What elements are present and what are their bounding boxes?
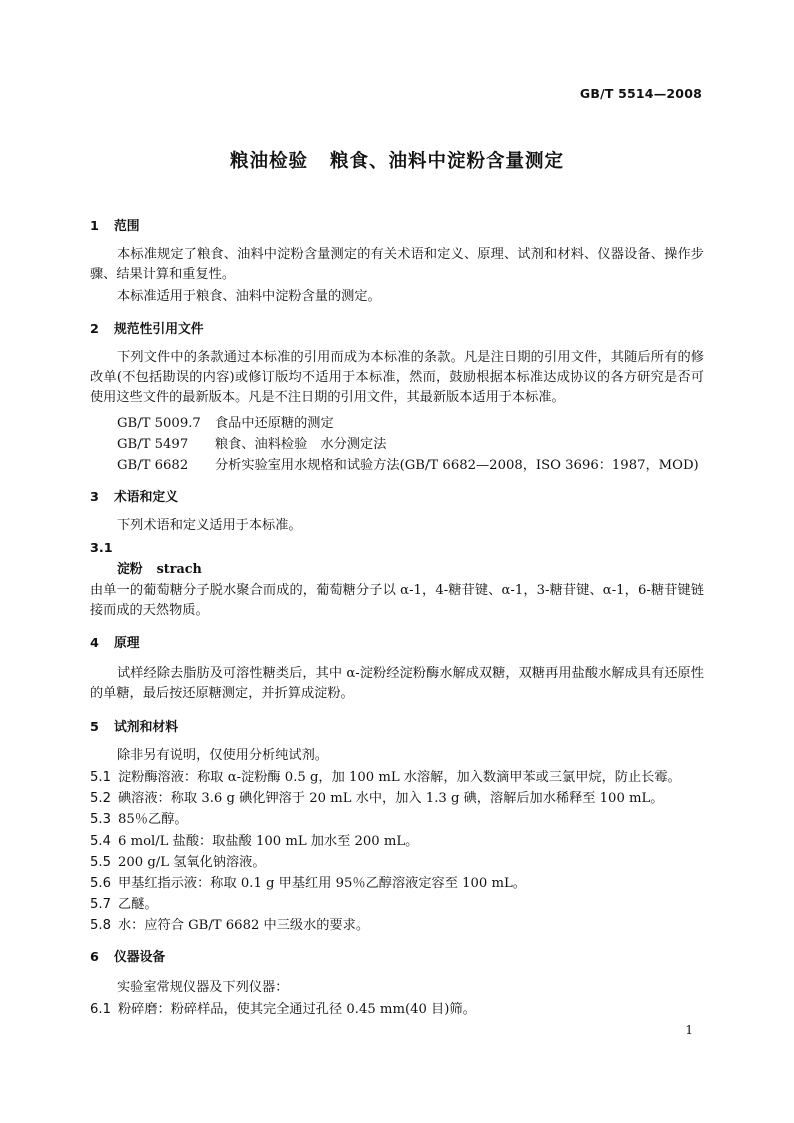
section-3-heading: 3 术语和定义 [90,490,178,505]
reagent-item: 5.5 200 g/L 氢氧化钠溶液。 [90,855,266,870]
term-definition: 由单一的葡萄糖分子脱水聚合而成的，葡萄糖分子以 α-1，4-糖苷键、α-1，3-糖苷键、α-1，6-糖苷键链接而成的天然物质。 [90,583,704,618]
reagent-item: 5.3 85％乙醇。 [90,812,188,827]
scope-paragraph-1: 本标准规定了粮食、油料中淀粉含量测定的有关术语和定义、原理、试剂和材料、仪器设备、操作步骤、结果计算和重复性。 [90,247,704,282]
standard-code: GB/T 5514—2008 [579,86,702,101]
reagent-item: 5.1 淀粉酶溶液：称取 α-淀粉酶 0.5 g，加 100 mL 水溶解，加入数滴甲苯或三氯甲烷，防止长霉。 [90,770,681,785]
reagent-item: 5.7 乙醚。 [90,897,158,912]
reference-item: GB/T 5009.7 食品中还原糖的测定 [117,416,334,431]
reagent-item: 5.6 甲基红指示液：称取 0.1 g 甲基红用 95％乙醇溶液定容至 100 mL。 [90,876,526,891]
subsection-number: 3.1 [90,541,113,556]
reagent-item: 5.4 6 mol/L 盐酸：取盐酸 100 mL 加水至 200 mL。 [90,834,419,849]
section-4-heading: 4 原理 [90,636,140,651]
apparatus-item: 6.1 粉碎磨：粉碎样品，使其完全通过孔径 0.45 mm(40 目)筛。 [90,1002,476,1017]
section-6-heading: 6 仪器设备 [90,950,166,965]
title-part-1: 粮油检验 [229,151,308,172]
reagent-item: 5.2 碘溶液：称取 3.6 g 碘化钾溶于 20 mL 水中，加入 1.3 g 碘，溶解后加水稀释至 100 mL。 [90,791,664,806]
section-5-heading: 5 试剂和材料 [90,720,178,735]
page-number: 1 [685,1023,693,1037]
principle-paragraph: 试样经除去脂肪及可溶性糖类后，其中 α-淀粉经淀粉酶水解成双糖，双糖再用盐酸水解成具有还原性的单糖，最后按还原糖测定，并折算成淀粉。 [90,666,704,701]
reference-item: GB/T 6682 分析实验室用水规格和试验方法(GB/T 6682—2008，ISO 3696：1987，MOD) [117,458,699,473]
section-2-heading: 2 规范性引用文件 [90,322,204,337]
reagent-item: 5.8 水：应符合 GB/T 6682 中三级水的要求。 [90,918,370,933]
term-entry: 淀粉 strach [117,562,202,577]
apparatus-paragraph: 实验室常规仪器及下列仪器： [117,980,289,995]
reagents-paragraph: 除非另有说明，仅使用分析纯试剂。 [117,748,328,763]
document-title [0,152,794,172]
scope-paragraph-2: 本标准适用于粮食、油料中淀粉含量的测定。 [117,289,381,304]
terms-paragraph: 下列术语和定义适用于本标准。 [117,518,302,533]
normative-paragraph: 下列文件中的条款通过本标准的引用而成为本标准的条款。凡是注日期的引用文件，其随后所有的修改单(不包括勘误的内容)或修订版均不适用于本标准，然而，鼓励根据本标准达成协议的各方研究是否可使用这些文件的最新版本。凡是不注日期的引用文件，其最新版本适用于本标准。 [90,350,704,405]
section-1-heading: 1 范围 [90,219,140,234]
reference-item: GB/T 5497 粮食、油料检验 水分测定法 [117,437,387,452]
title-part-2: 粮食、油料中淀粉含量测定 [330,151,565,172]
